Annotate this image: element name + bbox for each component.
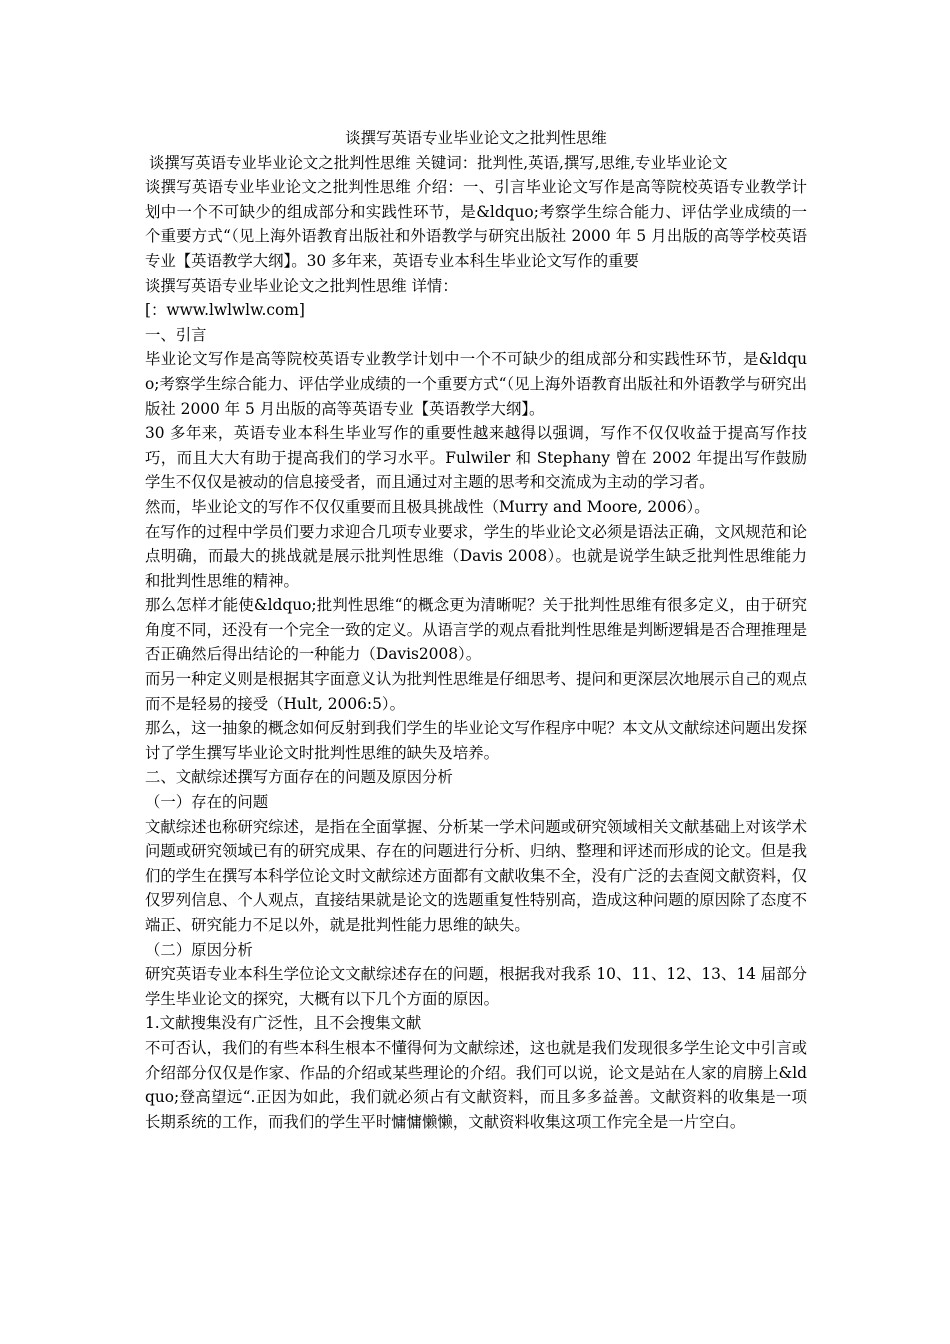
- item-heading: 1.文献搜集没有广泛性，且不会搜集文献: [145, 1014, 422, 1033]
- document-page: [145, 126, 807, 1134]
- paragraph: 在写作的过程中学员们要力求迎合几项专业要求，学生的毕业论文必须是语法正确，文风规范和论点明确，而最大的挑战就是展示批判性思维（Davis 2008）。也就是说学生缺乏批判性思维能力和批判性思维的精神。: [145, 522, 807, 590]
- detail-line: 谈撰写英语专业毕业论文之批判性思维 详情：: [145, 276, 458, 295]
- section-heading-introduction: 一、引言: [145, 325, 207, 344]
- source-link: [：www.lwlwlw.com]: [145, 301, 305, 320]
- section-heading-literature-review: 二、文献综述撰写方面存在的问题及原因分析: [145, 768, 453, 787]
- subsection-heading-problems: （一）存在的问题: [145, 793, 269, 812]
- subsection-heading-causes: （二）原因分析: [145, 940, 253, 959]
- paragraph: 那么怎样才能使&ldquo;批判性思维“的概念更为清晰呢？关于批判性思维有很多定义，由于研究角度不同，还没有一个完全一致的定义。从语言学的观点看批判性思维是判断逻辑是否合理推理是否正确然后得出结论的一种能力（Davis2008）。: [145, 596, 807, 664]
- paragraph: 不可否认，我们的有些本科生根本不懂得何为文献综述，这也就是我们发现很多学生论文中引言或介绍部分仅仅是作家、作品的介绍或某些理论的介绍。我们可以说，论文是站在人家的肩膀上&ldquo;登高望远“.正因为如此，我们就必须占有文献资料，而且多多益善。文献资料的收集是一项长期系统的工作，而我们的学生平时慵慵懒懒，文献资料收集这项工作完全是一片空白。: [145, 1038, 807, 1131]
- keywords-line: 谈撰写英语专业毕业论文之批判性思维 关键词：批判性,英语,撰写,思维,专业毕业论文: [149, 153, 728, 172]
- paragraph: 30 多年来，英语专业本科生毕业写作的重要性越来越得以强调，写作不仅仅收益于提高写作技巧，而且大大有助于提高我们的学习水平。Fulwiler 和 Stephany 曾在 2002 年提出写作鼓励学生不仅仅是被动的信息接受者，而且通过对主题的思考和交流成为主动的学习者。: [145, 424, 807, 492]
- intro-line: 谈撰写英语专业毕业论文之批判性思维 介绍：一、引言毕业论文写作是高等院校英语专业教学计划中一个不可缺少的组成部分和实践性环节，是&ldquo;考察学生综合能力、评估学业成绩的一个重要方式“（见上海外语教育出版社和外语教学与研究出版社 2000 年 5 月出版的高等学校英语专业【英语教学大纲】。30 多年来，英语专业本科生毕业论文写作的重要: [145, 178, 807, 270]
- paragraph: 那么，这一抽象的概念如何反射到我们学生的毕业论文写作程序中呢？本文从文献综述问题出发探讨了学生撰写毕业论文时批判性思维的缺失及培养。: [145, 719, 807, 762]
- document-title: 谈撰写英语专业毕业论文之批判性思维: [345, 129, 607, 147]
- paragraph: 文献综述也称研究综述，是指在全面掌握、分析某一学术问题或研究领域相关文献基础上对该学术问题或研究领域已有的研究成果、存在的问题进行分析、归纳、整理和评述而形成的论文。但是我们的学生在撰写本科学位论文时文献综述方面都有文献收集不全，没有广泛的去查阅文献资料，仅仅罗列信息、个人观点，直接结果就是论文的选题重复性特别高，造成这种问题的原因除了态度不端正、研究能力不足以外，就是批判性能力思维的缺失。: [145, 817, 807, 934]
- paragraph: 然而，毕业论文的写作不仅仅重要而且极具挑战性（Murry and Moore, 2006）。: [145, 497, 710, 516]
- paragraph: 毕业论文写作是高等院校英语专业教学计划中一个不可缺少的组成部分和实践性环节，是&ldquo;考察学生综合能力、评估学业成绩的一个重要方式“（见上海外语教育出版社和外语教学与研究出版社 2000 年 5 月出版的高等英语专业【英语教学大纲】。: [145, 350, 807, 418]
- paragraph: 而另一种定义则是根据其字面意义认为批判性思维是仔细思考、提问和更深层次地展示自己的观点而不是轻易的接受（Hult, 2006:5）。: [145, 670, 807, 713]
- paragraph: 研究英语专业本科生学位论文文献综述存在的问题，根据我对我系 10、11、12、13、14 届部分学生毕业论文的探究，大概有以下几个方面的原因。: [145, 965, 807, 1008]
